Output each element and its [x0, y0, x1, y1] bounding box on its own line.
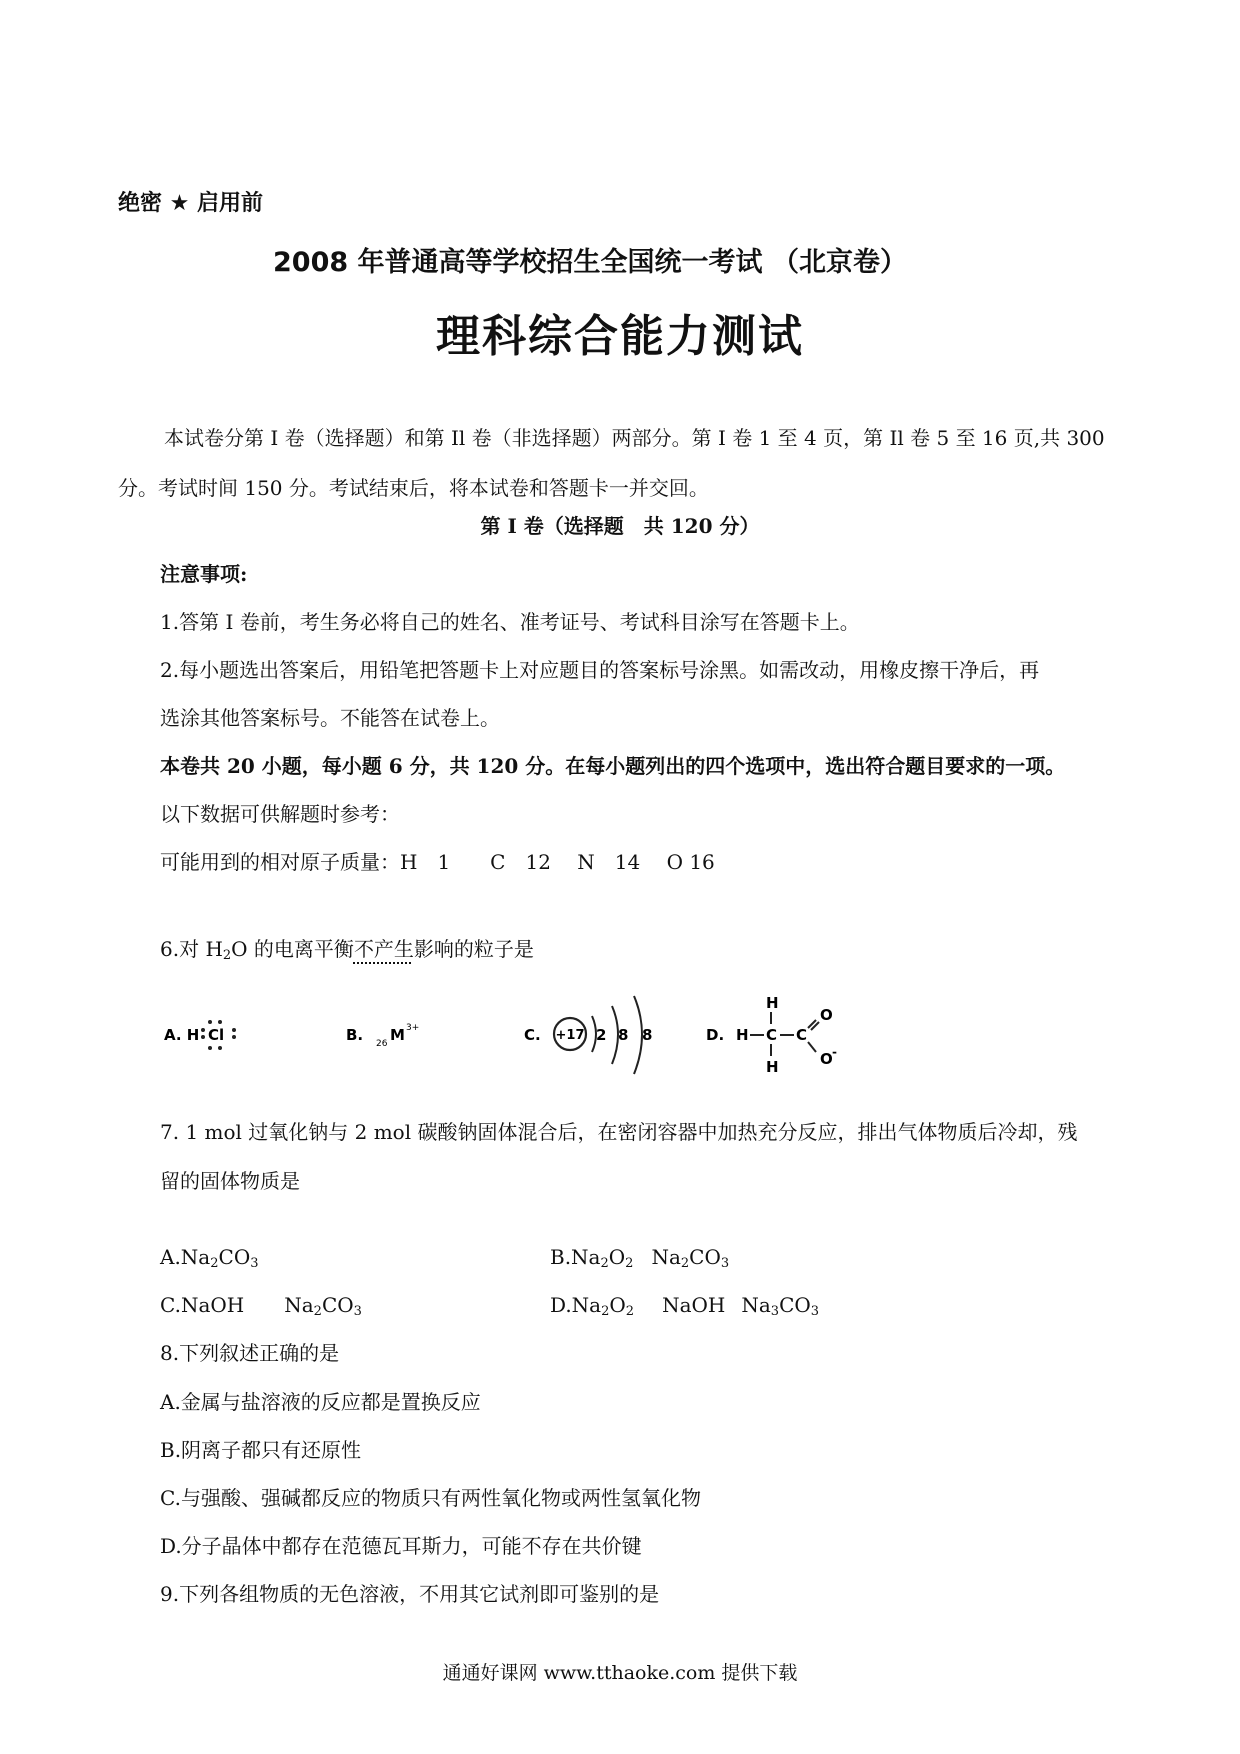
svg-text:C: C: [766, 1026, 778, 1044]
q6-emphasis: 不产生: [353, 937, 414, 961]
question-7-line-1: 7. 1 mol 过氧化钠与 2 mol 碳酸钠固体混合后，在密闭容器中加热充分反应，排出气体物质后冷却，残: [160, 1120, 1078, 1144]
svg-text:Cl: Cl: [208, 1026, 225, 1044]
svg-text:3+: 3+: [406, 1023, 420, 1033]
q8-option-c: C.与强酸、强碱都反应的物质只有两性氧化物或两性氢氧化物: [160, 1486, 701, 1510]
q6-option-d: [706, 994, 837, 1076]
q8-option-b: B.阴离子都只有还原性: [160, 1438, 362, 1462]
note-item-2-line-2: 选涂其他答案标号。不能答在试卷上。: [160, 706, 500, 730]
q7-option-d: $D.Na_2O_2$ NaOH $Na_3CO_3$: [550, 1293, 820, 1319]
note-item-2-line-1: 2.每小题选出答案后，用铅笔把答题卡上对应题目的答案标号涂黑。如需改动，用橡皮擦干净后，再: [160, 658, 1040, 682]
atomic-mass-line: [160, 848, 715, 876]
svg-text:O: O: [820, 1006, 833, 1024]
q7-option-c: C.NaOH $Na_2CO_3$: [160, 1293, 362, 1319]
svg-text:H: H: [766, 1058, 779, 1076]
q6-subscript: 2: [222, 948, 232, 963]
bold-instruction: 本卷共 20 小题，每小题 6 分，共 120 分。在每小题列出的四个选项中，选出符合题目要求的一项。: [160, 754, 1066, 778]
question-6-stem: [160, 935, 534, 963]
note-item-1: 1.答第 I 卷前，考生务必将自己的姓名、准考证号、考试科目涂写在答题卡上。: [160, 610, 860, 634]
svg-text:C: C: [796, 1026, 808, 1044]
notes-heading: 注意事项:: [160, 562, 248, 586]
svg-text:8: 8: [618, 1026, 629, 1044]
footer-download-note: 通通好课网 www.tthaoke.com 提供下载: [442, 1662, 798, 1684]
q6-option-a: [164, 1020, 236, 1050]
secret-label: 绝密 ★ 启用前: [118, 191, 264, 216]
q7-option-a: $A.Na_2CO_3$: [160, 1245, 259, 1271]
q8-option-a: A.金属与盐溶液的反应都是置换反应: [160, 1390, 481, 1414]
q6-prefix: 6.对 H: [160, 937, 223, 961]
svg-text:C.: C.: [524, 1026, 541, 1044]
q7-option-b: $B.Na_2O_2$ $Na_2CO_3$: [550, 1245, 730, 1271]
subject-title: 理科综合能力测试: [436, 311, 804, 362]
question-7-line-2: 留的固体物质是: [160, 1169, 300, 1193]
part-heading: 第 I 卷（选择题 共 120 分）: [480, 514, 760, 538]
svg-text:H: H: [736, 1026, 749, 1044]
question-9-stem: 9.下列各组物质的无色溶液，不用其它试剂即可鉴别的是: [160, 1582, 660, 1606]
electron-shell-3: [634, 996, 642, 1074]
svg-text:H: H: [766, 994, 779, 1012]
svg-text:2: 2: [596, 1026, 607, 1044]
svg-text:B.: B.: [346, 1026, 364, 1044]
q6-option-b: [346, 1023, 419, 1049]
svg-text:D.: D.: [706, 1026, 725, 1044]
svg-text:8: 8: [642, 1026, 653, 1044]
svg-text:-: -: [832, 1045, 837, 1059]
q6-option-c: [524, 996, 652, 1074]
q6-suffix: 影响的粒子是: [413, 937, 534, 961]
reference-line: 以下数据可供解题时参考：: [160, 802, 400, 826]
q6-middle: O 的电离平衡: [231, 937, 354, 961]
intro-paragraph: 本试卷分第 I 卷（选择题）和第 Il 卷（非选择题）两部分。第 I 卷 1 至 4 页，第 Il 卷 5 至 16 页,共 300 分。考试时间 150 分。考试结束后，将本试卷和答题卡一并交回。: [118, 426, 1105, 500]
q6-structure-options: [160, 990, 1080, 1100]
q8-option-d: D.分子晶体中都存在范德瓦耳斯力，可能不存在共价键: [160, 1534, 642, 1558]
atomic-mass-label: 可能用到的相对原子质量：: [160, 850, 400, 874]
svg-text:M: M: [390, 1026, 405, 1044]
svg-text:O: O: [820, 1050, 833, 1068]
exam-title: 2008 年普通高等学校招生全国统一考试 （北京卷）: [273, 247, 907, 278]
svg-text:+17: +17: [555, 1028, 585, 1043]
question-8-stem: 8.下列叙述正确的是: [160, 1341, 340, 1365]
svg-text:26: 26: [376, 1039, 388, 1049]
atomic-mass-values: H 1 C 12 N 14 O 16: [400, 850, 715, 874]
svg-text:A. H: A. H: [164, 1026, 200, 1044]
